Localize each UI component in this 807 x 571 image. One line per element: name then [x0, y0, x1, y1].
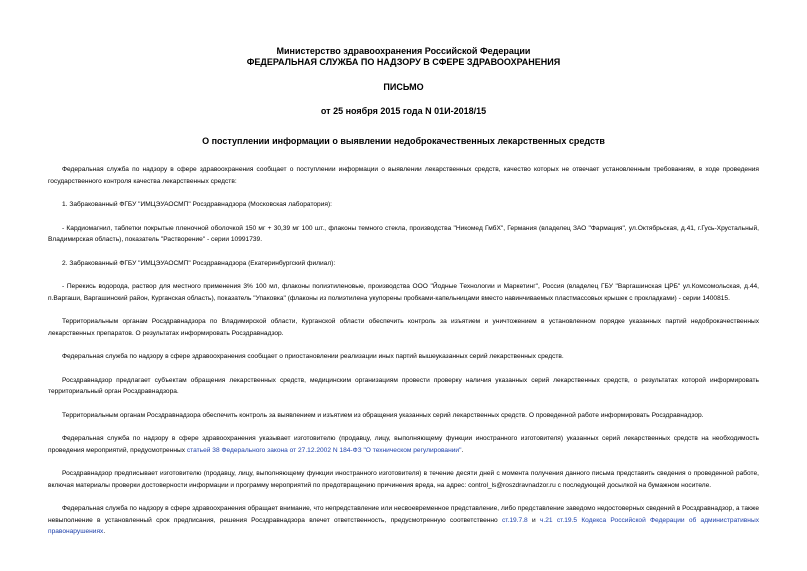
paragraph-text: . — [461, 446, 464, 454]
paragraph-item-2: 2. Забракованный ФГБУ "ИМЦЭУАОСМП" Росздравнадзора (Екатеринбургский филиал): — [62, 259, 336, 267]
paragraph-item-1: 1. Забракованный ФГБУ "ИМЦЭУАОСМП" Росздравнадзора (Московская лаборатория): — [62, 201, 333, 208]
document-header — [48, 46, 759, 117]
paragraph-liability — [48, 503, 759, 538]
code-article-link-2[interactable]: ч.21 ст.19.5 Кодекса Российской Федерации об административных правонарушениях — [48, 516, 759, 535]
paragraph-text: . — [103, 528, 106, 535]
paragraph-text: Федеральная служба по надзору в сфере здравоохранения указывает изготовителю (продавцу, лицу, выполняющему функции иностранного изготовителя) указанных серий лекарственных средств на необходимость проведения мероприятий, предусмотренных — [48, 435, 759, 454]
paragraph-territorial-control: Территориальным органам Росздравнадзора по Владимирской области, Курганской области обеспечить контроль за изъятием и уничтожением в установленном порядке указанных партий недоброкачественных лекарственных препаратов. О результатах информировать Росздравнадзор. — [48, 318, 759, 337]
paragraph-item-2-detail: - Перекись водорода, раствор для местного применения 3% 100 мл, флаконы полиэтиленовые, производства ООО "Йодные Технологии и Маркетинг", Россия (владелец ГБУ "Варгашинская ЦРБ" ул.Комсомольская, д.44, п.Варгаши, Варгашинский район, Курганская область), показатель "Упаковка" (флаконы из полиэтилена укупорены пробками-капельницами вместо навинчиваемых пластмассовых крышек с прокладками) - серии 1400815. — [48, 283, 759, 302]
paragraph-text: и — [527, 516, 540, 524]
paragraph-manufacturer-measures — [48, 433, 759, 456]
document-type: ПИСЬМО — [383, 82, 424, 92]
paragraph-text: Федеральная служба по надзору в сфере здравоохранения обращает внимание, что непредставление или несвоевременное представление, либо представление заведомо недостоверных сведений в Росздравнадзор, а также невыполнение в установленный срок предписания, решения Росздравнадзора влечет ответственность, предусмотренную соответственно — [48, 505, 759, 524]
document-subject: О поступлении информации о выявлении недоброкачественных лекарственных средств — [202, 136, 605, 146]
paragraph-item-1-detail: - Кардиомагнил, таблетки покрытые пленочной оболочкой 150 мг + 30,39 мг 100 шт., флаконы темного стекла, производства "Никомед ГмбХ", Германия (владелец ЗАО "Фармация", ул.Октябрьская, д.41, г.Гусь-Хрустальный, Владимирская область), показатель "Растворение" - серии 10991739. — [48, 224, 759, 243]
service-name: ФЕДЕРАЛЬНАЯ СЛУЖБА ПО НАДЗОРУ В СФЕРЕ ЗДРАВООХРАНЕНИЯ — [246, 57, 561, 67]
paragraph-suspension: Федеральная служба по надзору в сфере здравоохранения сообщает о приостановлении реализации иных партий вышеуказанных серий лекарственных средств. — [62, 353, 564, 360]
paragraph-check-proposal: Росздравнадзор предлагает субъектам обращения лекарственных средств, медицинским организациям провести проверку наличия указанных серий лекарственных средств, о результатах которой информировать территориальный орган Росздравнадзора. — [48, 376, 759, 395]
law-article-link[interactable]: статьей 38 Федерального закона от 27.12.2002 N 184-ФЗ "О техническом регулировании" — [186, 446, 462, 454]
paragraph-prescription: Росздравнадзор предписывает изготовителю (продавцу, лицу, выполняющему функции иностранного изготовителя) в течение десяти дней с момента получения данного письма представить сведения о проведенной работе, включая материалы проверки достоверности информации и программу мероприятий по предотвращению причинения вреда, на адрес: control_ls@roszdravnadzor.ru с последующей досылкой на бумажном носителе. — [48, 470, 759, 489]
document-date-number: от 25 ноября 2015 года N 01И-2018/15 — [320, 106, 487, 116]
paragraph-intro: Федеральная служба по надзору в сфере здравоохранения сообщает о поступлении информации о выявлении лекарственных средств, качество которых не отвечает установленным требованиям, в ходе проведения государственного контроля качества лекарственных средств: — [48, 166, 759, 185]
document-body — [48, 164, 759, 538]
code-article-link-1[interactable]: ст.19.7.8 — [501, 516, 528, 524]
paragraph-withdrawal-control: Территориальным органам Росздравнадзора обеспечить контроль за выявлением и изъятием из обращения указанных серий лекарственных средств. О проведенной работе информировать Росздравнадзор. — [62, 411, 704, 419]
ministry-name: Министерство здравоохранения Российской Федерации — [276, 46, 531, 56]
